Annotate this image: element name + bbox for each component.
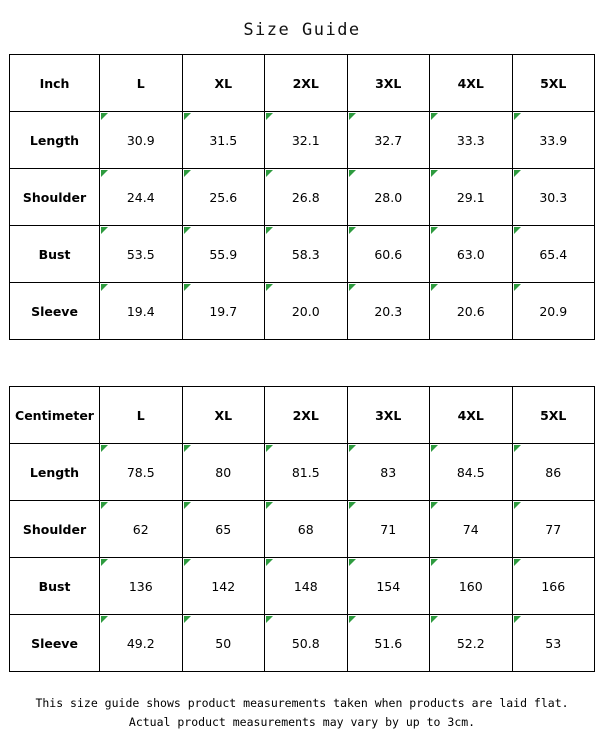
cell-cm-length-5xl: 86 <box>512 444 595 501</box>
table-row <box>10 112 595 169</box>
row-label-length: Length <box>10 444 100 501</box>
column-header-5xl: 5XL <box>512 387 595 444</box>
column-header-xl: XL <box>182 387 265 444</box>
unit-header-inch: Inch <box>10 55 100 112</box>
cell-inch-bust-l: 53.5 <box>100 226 183 283</box>
cell-inch-sleeve-4xl: 20.6 <box>430 283 513 340</box>
cell-inch-bust-4xl: 63.0 <box>430 226 513 283</box>
cell-inch-bust-2xl: 58.3 <box>265 226 348 283</box>
cell-inch-length-4xl: 33.3 <box>430 112 513 169</box>
cell-cm-shoulder-2xl: 68 <box>265 501 348 558</box>
cell-cm-length-4xl: 84.5 <box>430 444 513 501</box>
cell-cm-length-3xl: 83 <box>347 444 430 501</box>
column-header-3xl: 3XL <box>347 55 430 112</box>
cell-inch-length-5xl: 33.9 <box>512 112 595 169</box>
column-header-l: L <box>100 55 183 112</box>
table-row <box>10 501 595 558</box>
page-title: Size Guide <box>243 20 361 40</box>
row-label-length: Length <box>10 112 100 169</box>
table-row <box>10 615 595 672</box>
cell-cm-bust-4xl: 160 <box>430 558 513 615</box>
cell-cm-length-l: 78.5 <box>100 444 183 501</box>
row-label-sleeve: Sleeve <box>10 615 100 672</box>
cell-inch-shoulder-xl: 25.6 <box>182 169 265 226</box>
cell-inch-shoulder-3xl: 28.0 <box>347 169 430 226</box>
cell-cm-sleeve-3xl: 51.6 <box>347 615 430 672</box>
table-row <box>10 226 595 283</box>
table-row <box>10 444 595 501</box>
column-header-4xl: 4XL <box>430 387 513 444</box>
cell-cm-sleeve-xl: 50 <box>182 615 265 672</box>
cell-inch-sleeve-l: 19.4 <box>100 283 183 340</box>
table-row <box>10 169 595 226</box>
table-row <box>10 558 595 615</box>
cell-inch-sleeve-xl: 19.7 <box>182 283 265 340</box>
inch-size-table <box>9 54 595 340</box>
cell-cm-length-xl: 80 <box>182 444 265 501</box>
cell-inch-sleeve-3xl: 20.3 <box>347 283 430 340</box>
column-header-2xl: 2XL <box>265 387 348 444</box>
cell-cm-bust-3xl: 154 <box>347 558 430 615</box>
column-header-5xl: 5XL <box>512 55 595 112</box>
column-header-2xl: 2XL <box>265 55 348 112</box>
cell-inch-shoulder-l: 24.4 <box>100 169 183 226</box>
cell-inch-bust-3xl: 60.6 <box>347 226 430 283</box>
table-row <box>10 283 595 340</box>
cell-inch-shoulder-4xl: 29.1 <box>430 169 513 226</box>
column-header-3xl: 3XL <box>347 387 430 444</box>
column-header-l: L <box>100 387 183 444</box>
cell-cm-shoulder-5xl: 77 <box>512 501 595 558</box>
cell-cm-sleeve-5xl: 53 <box>512 615 595 672</box>
row-label-shoulder: Shoulder <box>10 169 100 226</box>
centimeter-size-table <box>9 386 595 672</box>
cell-cm-bust-5xl: 166 <box>512 558 595 615</box>
cell-cm-bust-xl: 142 <box>182 558 265 615</box>
inch-table-wrapper <box>0 54 604 340</box>
table-separator <box>0 340 604 386</box>
cell-cm-sleeve-l: 49.2 <box>100 615 183 672</box>
cell-cm-sleeve-2xl: 50.8 <box>265 615 348 672</box>
cell-cm-shoulder-xl: 65 <box>182 501 265 558</box>
row-label-shoulder: Shoulder <box>10 501 100 558</box>
cell-cm-shoulder-4xl: 74 <box>430 501 513 558</box>
row-label-bust: Bust <box>10 226 100 283</box>
column-header-xl: XL <box>182 55 265 112</box>
cell-inch-length-3xl: 32.7 <box>347 112 430 169</box>
column-header-4xl: 4XL <box>430 55 513 112</box>
cell-inch-bust-xl: 55.9 <box>182 226 265 283</box>
size-guide-footnote: This size guide shows product measurements taken when products are laid flat. Actual product measurements may vary by up to 3cm. <box>35 696 569 729</box>
cell-inch-sleeve-5xl: 20.9 <box>512 283 595 340</box>
row-label-sleeve: Sleeve <box>10 283 100 340</box>
cell-inch-sleeve-2xl: 20.0 <box>265 283 348 340</box>
cell-cm-bust-l: 136 <box>100 558 183 615</box>
row-label-bust: Bust <box>10 558 100 615</box>
cell-cm-shoulder-3xl: 71 <box>347 501 430 558</box>
centimeter-table-wrapper <box>0 386 604 672</box>
cell-inch-length-xl: 31.5 <box>182 112 265 169</box>
cell-cm-length-2xl: 81.5 <box>265 444 348 501</box>
table-header-row <box>10 55 595 112</box>
cell-inch-length-2xl: 32.1 <box>265 112 348 169</box>
cell-inch-length-l: 30.9 <box>100 112 183 169</box>
cell-inch-shoulder-5xl: 30.3 <box>512 169 595 226</box>
cell-inch-shoulder-2xl: 26.8 <box>265 169 348 226</box>
unit-header-centimeter: Centimeter <box>10 387 100 444</box>
cell-cm-sleeve-4xl: 52.2 <box>430 615 513 672</box>
cell-cm-bust-2xl: 148 <box>265 558 348 615</box>
cell-cm-shoulder-l: 62 <box>100 501 183 558</box>
cell-inch-bust-5xl: 65.4 <box>512 226 595 283</box>
table-header-row <box>10 387 595 444</box>
